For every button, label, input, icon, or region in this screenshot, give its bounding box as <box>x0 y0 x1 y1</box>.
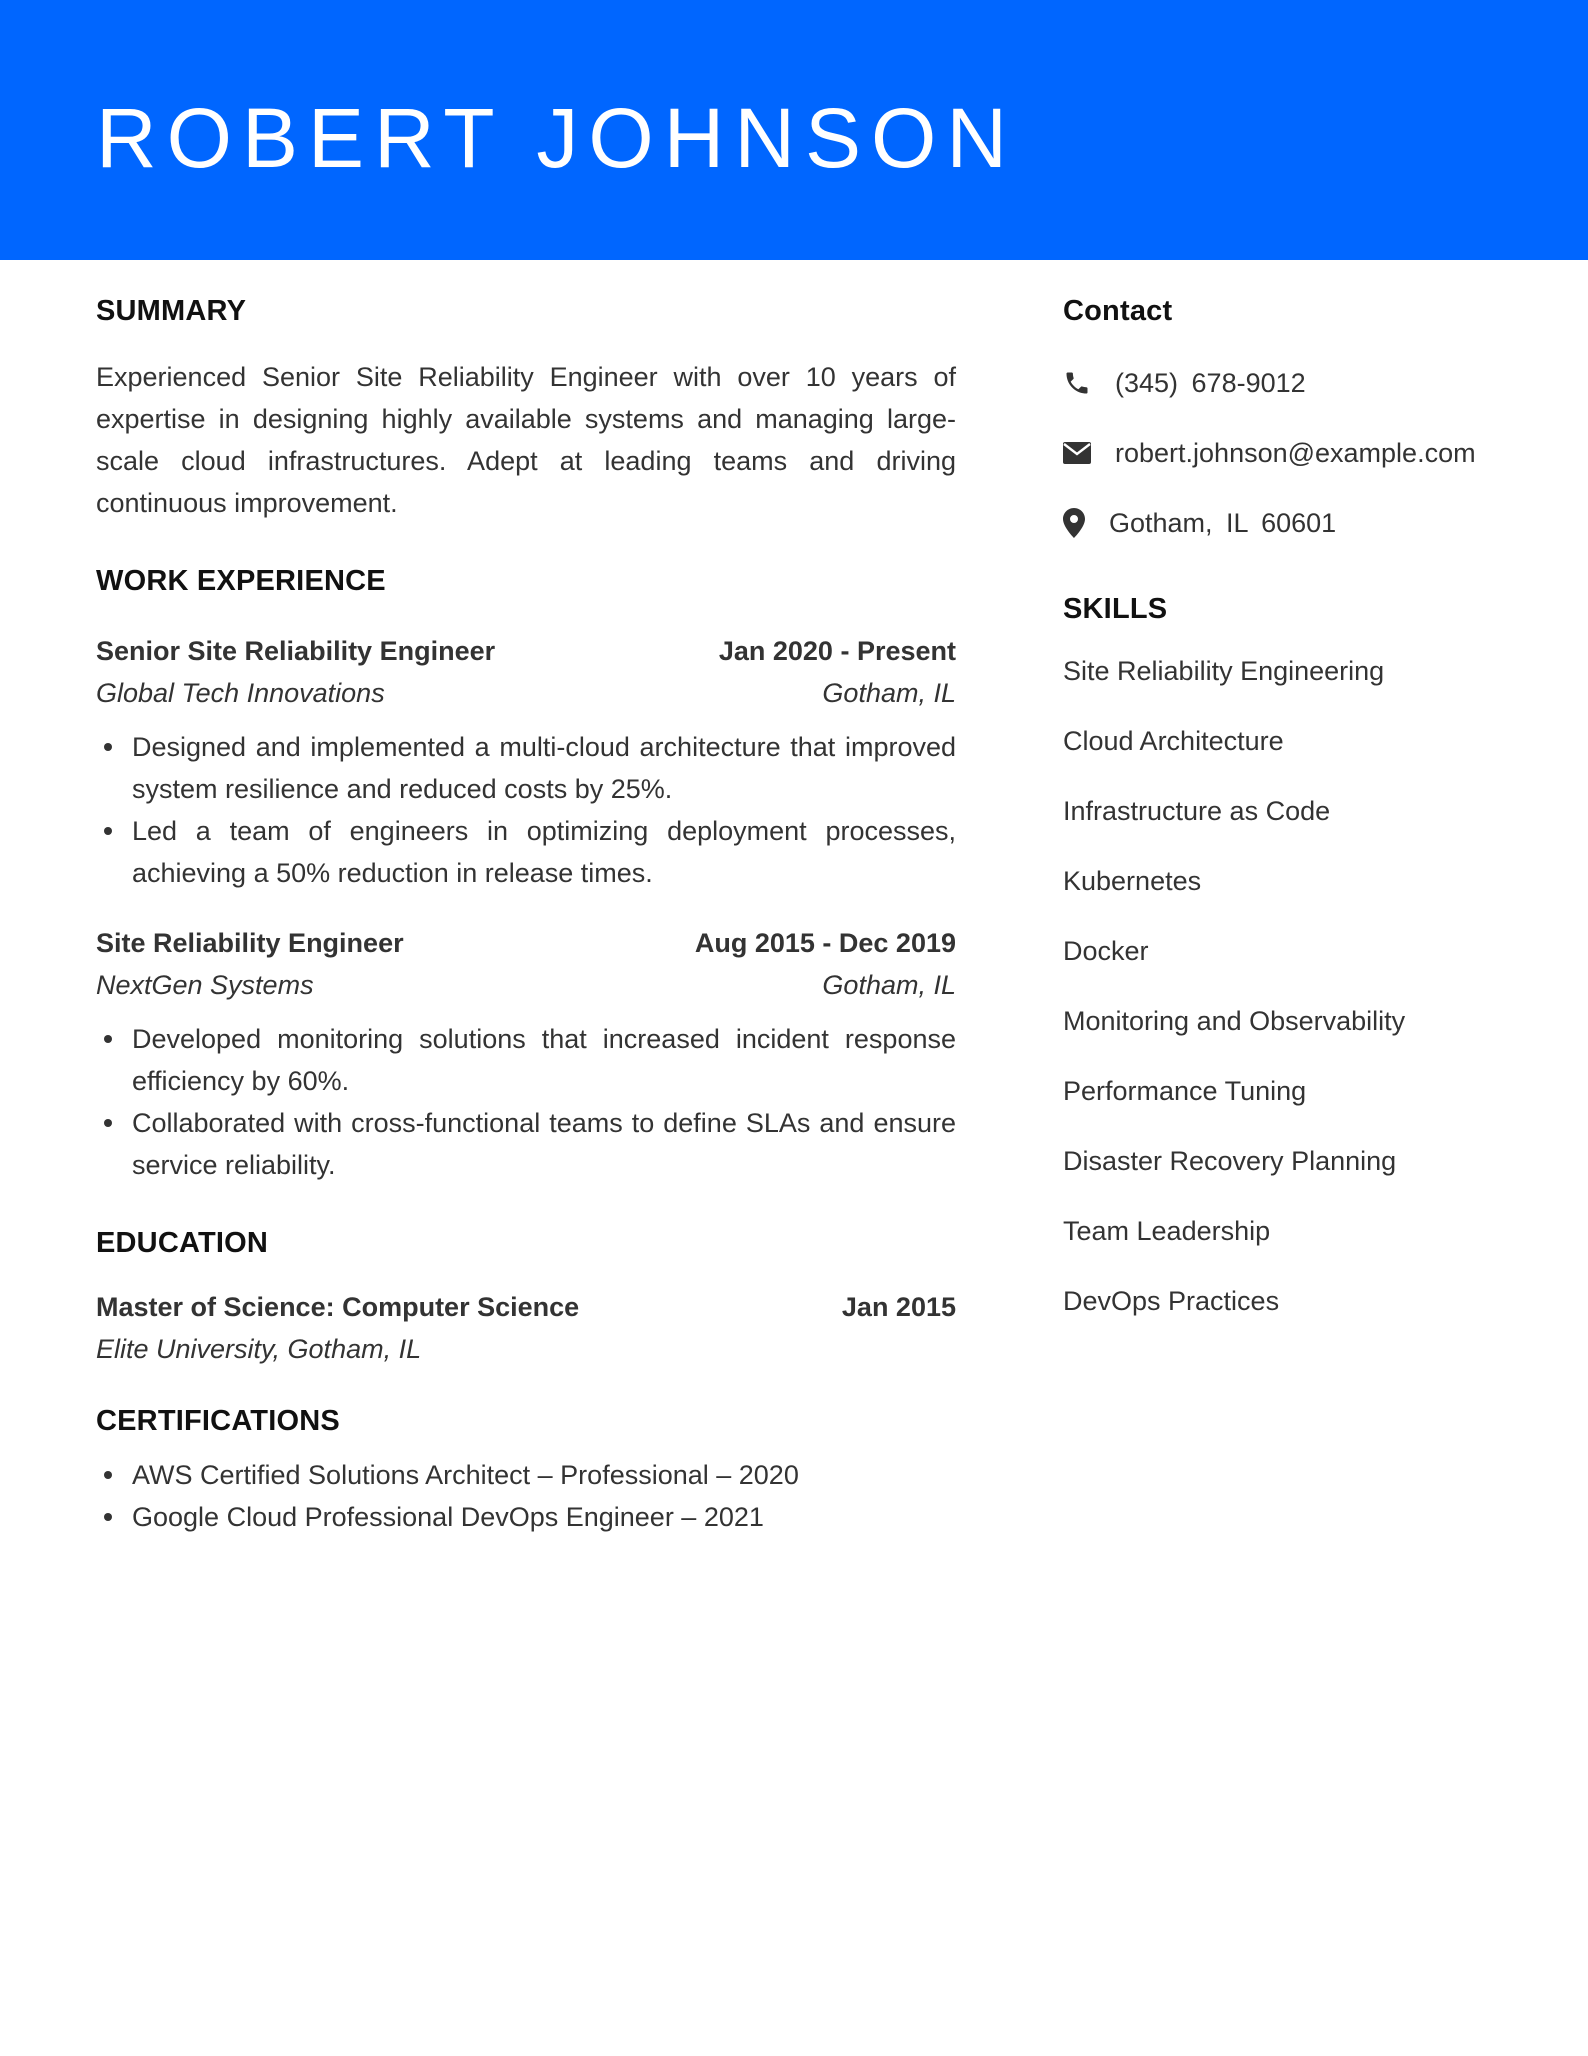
summary-heading: SUMMARY <box>96 295 247 327</box>
job-company: NextGen Systems <box>96 970 314 1000</box>
skill-item: Disaster Recovery Planning <box>1063 1146 1397 1176</box>
degree: Master of Science: Computer Science <box>96 1292 580 1322</box>
candidate-name: ROBERT JOHNSON <box>96 91 1018 185</box>
skill-item: Site Reliability Engineering <box>1063 656 1385 686</box>
job-bullet: Developed monitoring solutions that increased incident response efficiency by 60%. <box>96 1018 956 1102</box>
contact-email[interactable] <box>1063 432 1523 474</box>
job-dates: Aug 2015 - Dec 2019 <box>694 928 956 958</box>
job-location: Gotham, IL <box>822 678 956 708</box>
education-entry <box>96 1286 956 1370</box>
job-entry <box>96 630 956 894</box>
map-pin-icon <box>1063 509 1097 537</box>
contact-phone[interactable] <box>1063 362 1523 404</box>
skill-item: DevOps Practices <box>1063 1286 1280 1316</box>
education-heading: EDUCATION <box>96 1227 269 1259</box>
job-bullets <box>96 726 956 894</box>
main-column <box>96 290 956 1538</box>
header-banner <box>0 0 1588 260</box>
contact-heading: Contact <box>1063 295 1173 327</box>
phone-number: (345) 678-9012 <box>1115 367 1306 398</box>
summary-text: Experienced Senior Site Reliability Engineer with over 10 years of expertise in designing highly available systems and managing large-scale cloud infrastructures. Adept at leading teams and driving continuous improvement. <box>96 362 956 518</box>
phone-icon <box>1063 369 1103 397</box>
certifications-list <box>96 1454 956 1538</box>
sidebar-column <box>1063 290 1523 1350</box>
skills-list <box>1063 650 1523 1322</box>
school: Elite University, Gotham, IL <box>96 1334 422 1364</box>
location-text: Gotham, IL 60601 <box>1109 507 1337 538</box>
skill-item: Kubernetes <box>1063 866 1202 896</box>
certifications-heading: CERTIFICATIONS <box>96 1405 340 1437</box>
education-date: Jan 2015 <box>841 1292 956 1322</box>
job-title: Senior Site Reliability Engineer <box>96 636 496 666</box>
skill-item: Team Leadership <box>1063 1216 1271 1246</box>
contact-list <box>1063 362 1523 544</box>
job-bullets <box>96 1018 956 1186</box>
job-bullet: Collaborated with cross-functional teams to define SLAs and ensure service reliability. <box>96 1102 956 1186</box>
certification-item: Google Cloud Professional DevOps Engineer – 2021 <box>96 1496 956 1538</box>
skill-item: Infrastructure as Code <box>1063 796 1331 826</box>
skill-item: Performance Tuning <box>1063 1076 1307 1106</box>
job-company: Global Tech Innovations <box>96 678 385 708</box>
skills-heading: SKILLS <box>1063 593 1168 625</box>
skill-item: Docker <box>1063 936 1149 966</box>
envelope-icon <box>1063 439 1103 467</box>
skill-item: Cloud Architecture <box>1063 726 1284 756</box>
job-dates: Jan 2020 - Present <box>718 636 956 666</box>
email-address: robert.johnson@example.com <box>1115 437 1476 468</box>
work-experience-heading: WORK EXPERIENCE <box>96 565 386 597</box>
job-entry <box>96 922 956 1186</box>
job-bullet: Designed and implemented a multi-cloud architecture that improved system resilience and reduced costs by 25%. <box>96 726 956 810</box>
job-bullet: Led a team of engineers in optimizing deployment processes, achieving a 50% reduction in release times. <box>96 810 956 894</box>
job-title: Site Reliability Engineer <box>96 928 404 958</box>
skill-item: Monitoring and Observability <box>1063 1006 1406 1036</box>
job-location: Gotham, IL <box>822 970 956 1000</box>
contact-location <box>1063 502 1523 544</box>
certification-item: AWS Certified Solutions Architect – Professional – 2020 <box>96 1454 956 1496</box>
